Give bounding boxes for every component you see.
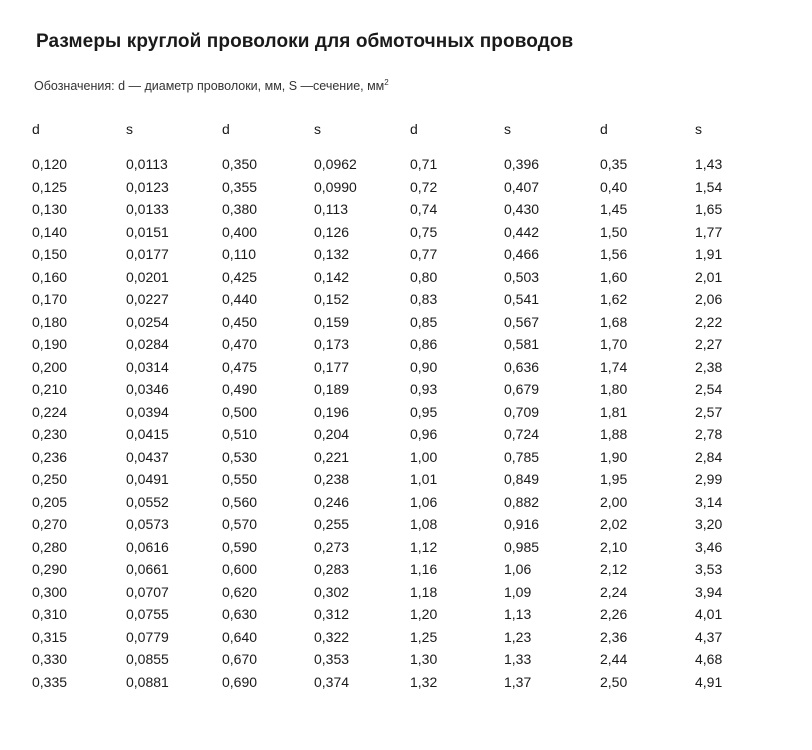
table-cell: 1,90: [600, 448, 628, 465]
table-cell: 0,125: [32, 178, 68, 195]
header-cell-d: d: [32, 121, 40, 137]
table-cell: 0,500: [222, 403, 258, 420]
table-header: [32, 117, 775, 153]
table-cell: 1,20: [410, 606, 438, 623]
table-cell: 0,170: [32, 291, 68, 308]
table-cell: 2,50: [600, 673, 628, 690]
table-cell: 1,91: [695, 246, 723, 263]
table-row: [32, 491, 775, 514]
table-cell: 2,22: [695, 313, 723, 330]
table-cell: 2,10: [600, 538, 628, 555]
table-cell: 0,636: [504, 358, 540, 375]
table-cell: 0,679: [504, 381, 540, 398]
table-cell: 0,270: [32, 516, 68, 533]
table-cell: 0,0133: [126, 201, 169, 218]
table-cell: 0,40: [600, 178, 628, 195]
table-cell: 0,315: [32, 628, 68, 645]
table-cell: 0,0254: [126, 313, 169, 330]
legend-text: [34, 78, 389, 93]
table-cell: 1,43: [695, 156, 723, 173]
table-cell: 0,204: [314, 426, 350, 443]
table-cell: 0,85: [410, 313, 438, 330]
table-cell: 0,173: [314, 336, 350, 353]
table-cell: 1,54: [695, 178, 723, 195]
table-cell: 0,724: [504, 426, 540, 443]
table-cell: 0,224: [32, 403, 68, 420]
table-cell: 0,330: [32, 651, 68, 668]
table-cell: 0,200: [32, 358, 68, 375]
table-cell: 0,312: [314, 606, 350, 623]
table-cell: 2,26: [600, 606, 628, 623]
table-cell: 0,236: [32, 448, 68, 465]
table-cell: 0,530: [222, 448, 258, 465]
table-cell: 0,160: [32, 268, 68, 285]
table-cell: 2,99: [695, 471, 723, 488]
table-cell: 0,0113: [126, 156, 168, 173]
table-cell: 2,24: [600, 583, 628, 600]
table-cell: 4,68: [695, 651, 723, 668]
table-cell: 1,60: [600, 268, 628, 285]
table-cell: 0,130: [32, 201, 68, 218]
table-cell: 0,450: [222, 313, 258, 330]
table-cell: 2,84: [695, 448, 723, 465]
table-cell: 0,74: [410, 201, 438, 218]
legend-superscript: 2: [384, 78, 389, 87]
table-cell: 3,53: [695, 561, 723, 578]
table-row: [32, 626, 775, 649]
table-cell: 0,196: [314, 403, 350, 420]
table-cell: 0,590: [222, 538, 258, 555]
header-cell-s: s: [504, 121, 511, 137]
table-cell: 0,95: [410, 403, 438, 420]
table-cell: 0,0707: [126, 583, 169, 600]
table-cell: 0,0990: [314, 178, 357, 195]
header-row: [32, 117, 775, 153]
table-cell: 0,0177: [126, 246, 169, 263]
table-cell: 0,290: [32, 561, 68, 578]
table-cell: 2,78: [695, 426, 723, 443]
table-cell: 0,300: [32, 583, 68, 600]
table-cell: 0,120: [32, 156, 68, 173]
table-cell: 0,90: [410, 358, 438, 375]
table-cell: 3,14: [695, 493, 723, 510]
table-cell: 1,45: [600, 201, 628, 218]
table-cell: 0,510: [222, 426, 258, 443]
table-cell: 4,01: [695, 606, 723, 623]
table-cell: 0,0855: [126, 651, 169, 668]
table-row: [32, 221, 775, 244]
table-cell: 1,12: [410, 538, 438, 555]
table-cell: 0,0314: [126, 358, 169, 375]
table-cell: 2,01: [695, 268, 723, 285]
table-cell: 4,37: [695, 628, 723, 645]
table-cell: 0,72: [410, 178, 438, 195]
table-cell: 0,0552: [126, 493, 169, 510]
table-cell: 0,150: [32, 246, 68, 263]
table-cell: 0,690: [222, 673, 258, 690]
table-cell: 0,71: [410, 156, 438, 173]
table-cell: 1,80: [600, 381, 628, 398]
table-cell: 1,09: [504, 583, 532, 600]
table-cell: 0,0415: [126, 426, 169, 443]
table-cell: 0,250: [32, 471, 68, 488]
table-cell: 1,50: [600, 223, 628, 240]
table-cell: 0,466: [504, 246, 540, 263]
table-cell: 1,18: [410, 583, 438, 600]
table-cell: 0,93: [410, 381, 438, 398]
table-cell: 2,44: [600, 651, 628, 668]
table-cell: 1,37: [504, 673, 532, 690]
table-cell: 1,88: [600, 426, 628, 443]
header-cell-d: d: [600, 121, 608, 137]
table-cell: 0,110: [222, 246, 256, 263]
table-cell: 0,140: [32, 223, 68, 240]
table-cell: 0,159: [314, 313, 350, 330]
table-cell: 0,322: [314, 628, 350, 645]
table-cell: 0,350: [222, 156, 258, 173]
table-cell: 1,77: [695, 223, 723, 240]
table-cell: 0,96: [410, 426, 438, 443]
table-cell: 0,709: [504, 403, 540, 420]
table-cell: 0,407: [504, 178, 540, 195]
table-cell: 0,0151: [126, 223, 169, 240]
table-cell: 2,02: [600, 516, 628, 533]
table-cell: 0,0616: [126, 538, 169, 555]
table-row: [32, 423, 775, 446]
table-cell: 0,916: [504, 516, 540, 533]
header-cell-d: d: [222, 121, 230, 137]
table-cell: 0,882: [504, 493, 540, 510]
table-cell: 1,30: [410, 651, 438, 668]
table-row: [32, 468, 775, 491]
table-cell: 0,440: [222, 291, 258, 308]
table-cell: 3,46: [695, 538, 723, 555]
table-cell: 0,180: [32, 313, 68, 330]
table-cell: 0,238: [314, 471, 350, 488]
table-cell: 0,255: [314, 516, 350, 533]
table-cell: 0,190: [32, 336, 68, 353]
legend-main: Обозначения: d — диаметр проволоки, мм, S —сечение, мм: [34, 79, 385, 94]
table-cell: 0,142: [314, 268, 350, 285]
table-cell: 1,08: [410, 516, 438, 533]
table-cell: 0,189: [314, 381, 350, 398]
table-cell: 0,560: [222, 493, 258, 510]
table-cell: 0,355: [222, 178, 258, 195]
table-cell: 2,36: [600, 628, 628, 645]
table-cell: 0,75: [410, 223, 438, 240]
table-cell: 0,400: [222, 223, 258, 240]
table-cell: 2,27: [695, 336, 723, 353]
table-cell: 0,83: [410, 291, 438, 308]
table-cell: 0,0394: [126, 403, 169, 420]
table-cell: 0,0661: [126, 561, 169, 578]
table-cell: 0,570: [222, 516, 258, 533]
table-row: [32, 401, 775, 424]
table-cell: 0,221: [314, 448, 350, 465]
table-cell: 0,273: [314, 538, 350, 555]
table-cell: 0,0881: [126, 673, 169, 690]
table-cell: 2,38: [695, 358, 723, 375]
table-cell: 0,600: [222, 561, 258, 578]
table-body: [32, 153, 775, 693]
table-row: [32, 581, 775, 604]
table-cell: 0,0227: [126, 291, 169, 308]
table-cell: 0,205: [32, 493, 68, 510]
table-row: [32, 153, 775, 176]
table-cell: 1,23: [504, 628, 532, 645]
table-cell: 0,640: [222, 628, 258, 645]
table-row: [32, 333, 775, 356]
table-cell: 1,06: [504, 561, 532, 578]
table-cell: 0,630: [222, 606, 258, 623]
table-cell: 0,77: [410, 246, 438, 263]
table-cell: 1,00: [410, 448, 438, 465]
table-cell: 0,0962: [314, 156, 357, 173]
header-cell-s: s: [126, 121, 133, 137]
table-cell: 3,20: [695, 516, 723, 533]
table-row: [32, 198, 775, 221]
table-cell: 1,74: [600, 358, 628, 375]
table-cell: 0,620: [222, 583, 258, 600]
table-cell: 1,65: [695, 201, 723, 218]
table-cell: 0,35: [600, 156, 628, 173]
table-cell: 0,280: [32, 538, 68, 555]
table-cell: 0,470: [222, 336, 258, 353]
table-cell: 0,475: [222, 358, 258, 375]
header-cell-d: d: [410, 121, 418, 137]
table-cell: 0,80: [410, 268, 438, 285]
table-row: [32, 356, 775, 379]
table-cell: 0,430: [504, 201, 540, 218]
table-cell: 0,374: [314, 673, 350, 690]
table-cell: 0,210: [32, 381, 68, 398]
table-row: [32, 176, 775, 199]
table-cell: 0,503: [504, 268, 540, 285]
table-cell: 1,62: [600, 291, 628, 308]
table-cell: 1,33: [504, 651, 532, 668]
table-cell: 0,177: [314, 358, 350, 375]
table-row: [32, 603, 775, 626]
table-cell: 0,302: [314, 583, 350, 600]
table-cell: 2,54: [695, 381, 723, 398]
table-cell: 0,335: [32, 673, 68, 690]
table-cell: 0,785: [504, 448, 540, 465]
table-cell: 1,01: [410, 471, 438, 488]
table-cell: 0,490: [222, 381, 258, 398]
table-row: [32, 536, 775, 559]
table-cell: 0,0573: [126, 516, 169, 533]
table-cell: 0,246: [314, 493, 350, 510]
table-row: [32, 243, 775, 266]
table-cell: 1,68: [600, 313, 628, 330]
table-cell: 2,06: [695, 291, 723, 308]
table-cell: 0,550: [222, 471, 258, 488]
table-cell: 1,06: [410, 493, 438, 510]
table-cell: 0,152: [314, 291, 350, 308]
table-cell: 0,132: [314, 246, 350, 263]
table-row: [32, 378, 775, 401]
table-cell: 0,985: [504, 538, 540, 555]
table-cell: 1,32: [410, 673, 438, 690]
table-row: [32, 266, 775, 289]
table-cell: 2,00: [600, 493, 628, 510]
table-cell: 2,57: [695, 403, 723, 420]
table-cell: 0,126: [314, 223, 350, 240]
table-cell: 0,353: [314, 651, 350, 668]
table-cell: 0,567: [504, 313, 540, 330]
table-cell: 0,442: [504, 223, 540, 240]
table-cell: 1,95: [600, 471, 628, 488]
table-cell: 0,380: [222, 201, 258, 218]
table-cell: 3,94: [695, 583, 723, 600]
table-row: [32, 648, 775, 671]
table-cell: 0,0284: [126, 336, 169, 353]
table-cell: 0,310: [32, 606, 68, 623]
table-row: [32, 558, 775, 581]
table-cell: 1,70: [600, 336, 628, 353]
table-cell: 0,0779: [126, 628, 169, 645]
table-cell: 1,25: [410, 628, 438, 645]
table-row: [32, 446, 775, 469]
table-row: [32, 288, 775, 311]
table-cell: 0,0201: [126, 268, 169, 285]
table-cell: 0,0491: [126, 471, 169, 488]
table-cell: 0,0437: [126, 448, 169, 465]
table-cell: 4,91: [695, 673, 723, 690]
table-cell: 0,425: [222, 268, 258, 285]
table-cell: 0,0755: [126, 606, 169, 623]
table-cell: 0,113: [314, 201, 348, 218]
table-cell: 0,283: [314, 561, 350, 578]
table-cell: 0,86: [410, 336, 438, 353]
header-cell-s: s: [695, 121, 702, 137]
table-cell: 2,12: [600, 561, 628, 578]
table-row: [32, 671, 775, 694]
header-cell-s: s: [314, 121, 321, 137]
table-row: [32, 513, 775, 536]
table-cell: 0,0346: [126, 381, 169, 398]
table-cell: 1,81: [600, 403, 628, 420]
table-cell: 0,0123: [126, 178, 169, 195]
table-cell: 1,13: [504, 606, 532, 623]
table-cell: 1,16: [410, 561, 438, 578]
table-cell: 0,849: [504, 471, 540, 488]
table-cell: 0,541: [504, 291, 540, 308]
table-cell: 0,396: [504, 156, 540, 173]
table-cell: 0,581: [504, 336, 540, 353]
table-cell: 1,56: [600, 246, 628, 263]
table-row: [32, 311, 775, 334]
wire-size-table: [32, 117, 775, 693]
table-cell: 0,670: [222, 651, 258, 668]
document-title: Размеры круглой проволоки для обмоточных проводов: [36, 31, 574, 52]
table-cell: 0,230: [32, 426, 68, 443]
